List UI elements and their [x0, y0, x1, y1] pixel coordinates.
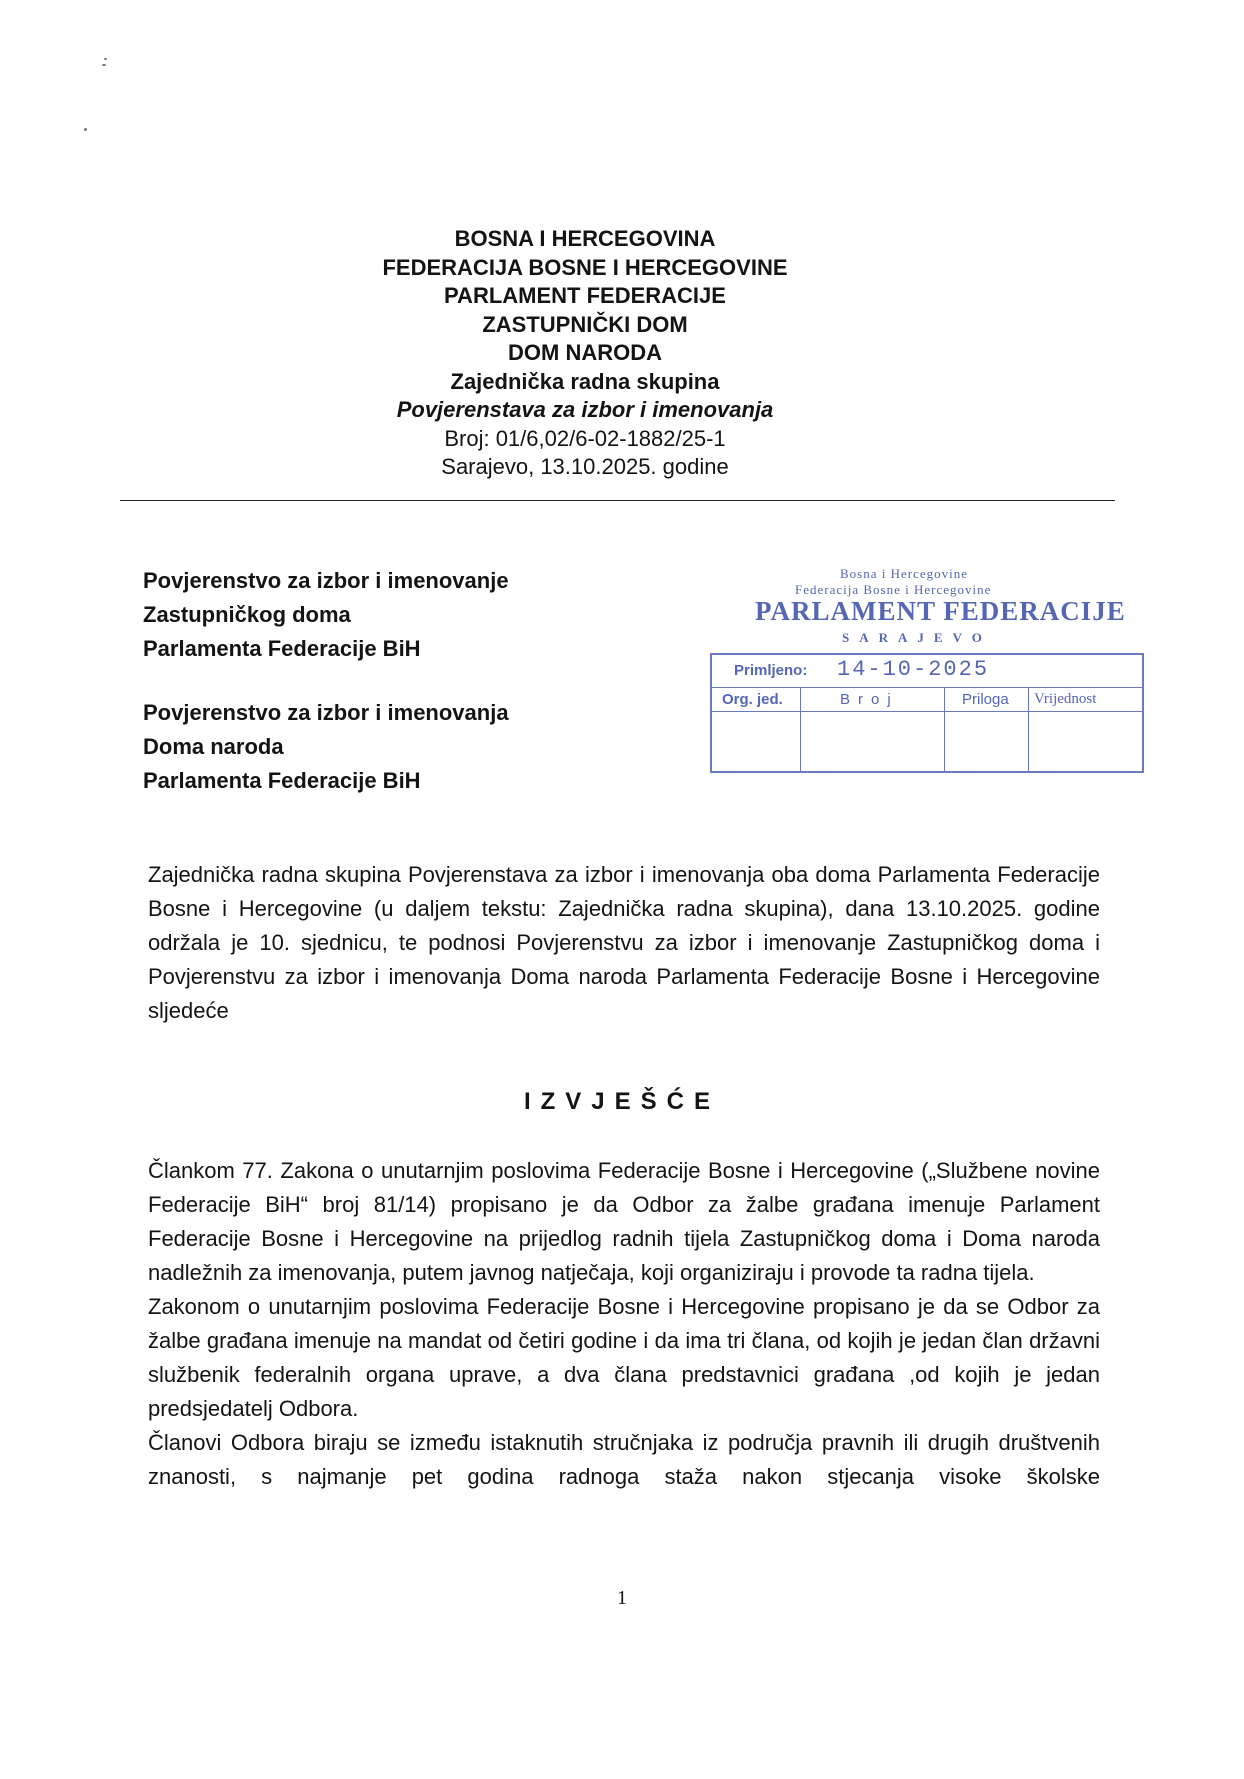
header-line-commissions: Povjerenstava za izbor i imenovanja [396, 397, 774, 422]
header-line-working-group: Zajednička radna skupina [450, 368, 720, 394]
stamp-col-number: Broj [840, 691, 899, 708]
scan-speck [102, 64, 106, 66]
scan-speck [84, 128, 87, 131]
stamp-col-attachments: Priloga [962, 691, 1009, 708]
header-line-federation: FEDERACIJA BOSNE I HERCEGOVINE [382, 254, 788, 280]
addressee-line: Povjerenstvo za izbor i imenovanje [143, 568, 509, 593]
addressee-block-1 [143, 564, 509, 666]
addressee-block-2 [143, 696, 509, 798]
addressee-line: Parlamenta Federacije BiH [143, 768, 421, 793]
addressee-line: Zastupničkog doma [143, 602, 351, 627]
stamp-col-org-unit: Org. jed. [722, 691, 783, 708]
report-title: IZVJEŠĆE [523, 1088, 721, 1115]
report-body [148, 1154, 1100, 1494]
document-place-date: Sarajevo, 13.10.2025. godine [441, 454, 729, 479]
header-line-house-peoples: DOM NARODA [508, 340, 662, 365]
stamp-col-value: Vrijednost [1034, 691, 1097, 707]
stamp-line-federation: Federacija Bosne i Hercegovine [795, 582, 992, 597]
page-number: 1 [617, 1587, 627, 1609]
scan-speck [104, 58, 107, 60]
stamp-line-city: SARAJEVO [842, 630, 992, 645]
body-paragraph-1: Člankom 77. Zakona o unutarnjim poslovima Federacije Bosne i Hercegovine („Službene novine Federacije BiH“ broj 81/14) propisano je da Odbor za žalbe građana imenuje Parlament Federacije Bosne i Hercegovine na prijedlog radnih tijela Zastupničkog doma i Doma naroda nadležnih za imenovanja, putem javnog natječaja, koji organiziraju i provode ta radna tijela. [148, 1158, 1100, 1285]
stamp-table [710, 653, 1144, 773]
header-line-house-representatives: ZASTUPNIČKI DOM [482, 311, 688, 337]
stamp-received-label: Primljeno: [734, 662, 808, 679]
stamp-line-country: Bosna i Hercegovine [840, 566, 969, 581]
stamp-row-divider [712, 687, 1142, 688]
stamp-col-divider [1028, 687, 1029, 771]
document-number: Broj: 01/6,02/6-02-1882/25-1 [444, 425, 726, 451]
intro-paragraph: Zajednička radna skupina Povjerenstava za izbor i imenovanja oba doma Parlamenta Federacije Bosne i Hercegovine (u daljem tekstu: Zajednička radna skupina), dana 13.10.2025. godine održala je 10. sjednicu, te podnosi Povjerenstvu za izbor i imenovanje Zastupničkog doma i Povjerenstvu za izbor i imenovanja Doma naroda Parlamenta Federacije Bosne i Hercegovine sljedeće [148, 862, 1100, 1023]
stamp-line-parliament: PARLAMENT FEDERACIJE [755, 596, 1126, 626]
body-paragraph-2: Zakonom o unutarnjim poslovima Federacije Bosne i Hercegovine propisano je da se Odbor za žalbe građana imenuje na mandat od četiri godine i da ima tri člana, od kojih je jedan član državni službenik federalnih organa uprave, a dva člana predstavnici građana ,od kojih je jedan predsjedatelj Odbora. [148, 1294, 1100, 1421]
document-header [200, 225, 970, 482]
addressee-line: Povjerenstvo za izbor i imenovanja [143, 700, 509, 725]
stamp-row-divider [712, 711, 1142, 712]
stamp-col-divider [800, 687, 801, 771]
addressee-line: Parlamenta Federacije BiH [143, 636, 421, 661]
body-paragraph-3: Članovi Odbora biraju se između istaknutih stručnjaka iz područja pravnih ili drugih društvenih znanosti, s najmanje pet godina radnoga staža nakon stjecanja visoke školske [148, 1430, 1100, 1489]
stamp-col-divider [944, 687, 945, 771]
intro-paragraph-container [148, 858, 1100, 1028]
stamp-received-date: 14-10-2025 [837, 657, 990, 682]
header-divider [120, 500, 1115, 501]
received-stamp [710, 560, 1145, 775]
addressee-line: Doma naroda [143, 734, 284, 759]
header-line-parliament: PARLAMENT FEDERACIJE [444, 283, 726, 308]
header-line-country: BOSNA I HERCEGOVINA [454, 226, 716, 251]
